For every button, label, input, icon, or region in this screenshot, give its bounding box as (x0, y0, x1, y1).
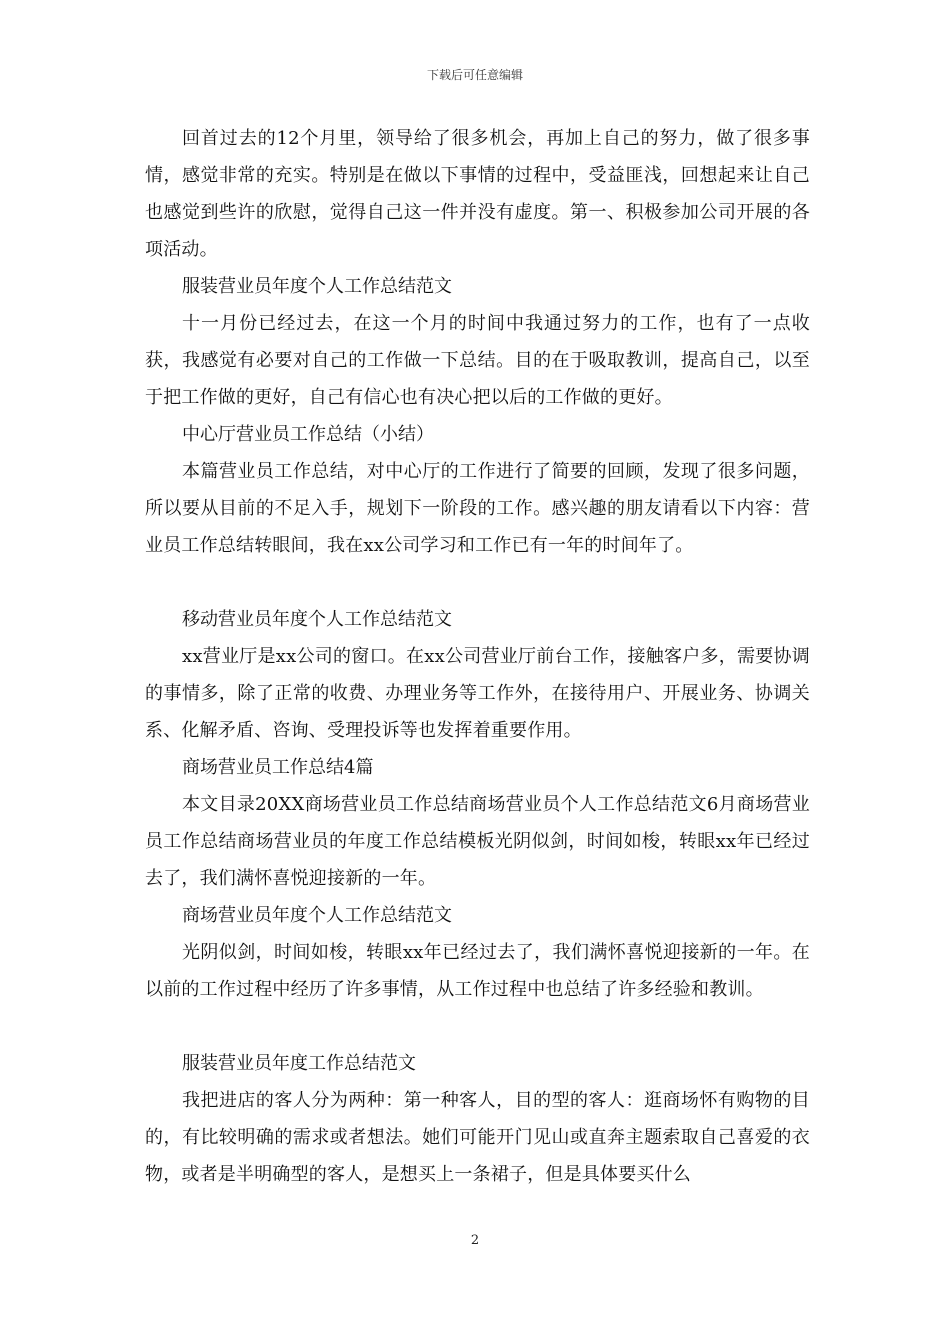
document-body (145, 120, 810, 1193)
body-paragraph: 回首过去的12个月里，领导给了很多机会，再加上自己的努力，做了很多事情，感觉非常的充实。特别是在做以下事情的过程中，受益匪浅，回想起来让自己也感觉到些许的欣慰，觉得自己这一件并没有虚度。第一、积极参加公司开展的各项活动。 (145, 128, 810, 260)
body-paragraph: 我把进店的客人分为两种：第一种客人，目的型的客人：逛商场怀有购物的目的，有比较明确的需求或者想法。她们可能开门见山或直奔主题索取自己喜爱的衣物，或者是半明确型的客人，是想买上一条裙子，但是具体要买什么 (145, 1090, 810, 1185)
section-heading: 中心厅营业员工作总结（小结） (182, 424, 434, 445)
body-paragraph: 本文目录20XX商场营业员工作总结商场营业员个人工作总结范文6月商场营业员工作总结商场营业员的年度工作总结模板光阴似剑，时间如梭，转眼xx年已经过去了，我们满怀喜悦迎接新的一年。 (145, 794, 810, 889)
body-paragraph: 光阴似剑，时间如梭，转眼xx年已经过去了，我们满怀喜悦迎接新的一年。在以前的工作过程中经历了许多事情，从工作过程中也总结了许多经验和教训。 (145, 942, 810, 1000)
body-paragraph: xx营业厅是xx公司的窗口。在xx公司营业厅前台工作，接触客户多，需要协调的事情多，除了正常的收费、办理业务等工作外，在接待用户、开展业务、协调关系、化解矛盾、咨询、受理投诉等也发挥着重要作用。 (145, 646, 810, 741)
section-heading: 服装营业员年度个人工作总结范文 (182, 276, 452, 297)
section-heading: 服装营业员年度工作总结范文 (182, 1053, 416, 1074)
section-heading: 商场营业员年度个人工作总结范文 (182, 905, 452, 926)
body-paragraph: 十一月份已经过去，在这一个月的时间中我通过努力的工作，也有了一点收获，我感觉有必要对自己的工作做一下总结。目的在于吸取教训，提高自己，以至于把工作做的更好，自己有信心也有决心把以后的工作做的更好。 (145, 313, 810, 408)
blank-line (145, 564, 810, 601)
page-number: 2 (470, 1233, 480, 1248)
page-header: 下载后可任意编辑 (426, 68, 523, 82)
body-paragraph: 本篇营业员工作总结，对中心厅的工作进行了简要的回顾，发现了很多问题，所以要从目前的不足入手，规划下一阶段的工作。感兴趣的朋友请看以下内容：营业员工作总结转眼间，我在xx公司学习和工作已有一年的时间年了。 (145, 461, 810, 556)
section-heading: 商场营业员工作总结4篇 (182, 757, 374, 778)
blank-line (145, 1008, 810, 1045)
section-heading: 移动营业员年度个人工作总结范文 (182, 609, 452, 630)
